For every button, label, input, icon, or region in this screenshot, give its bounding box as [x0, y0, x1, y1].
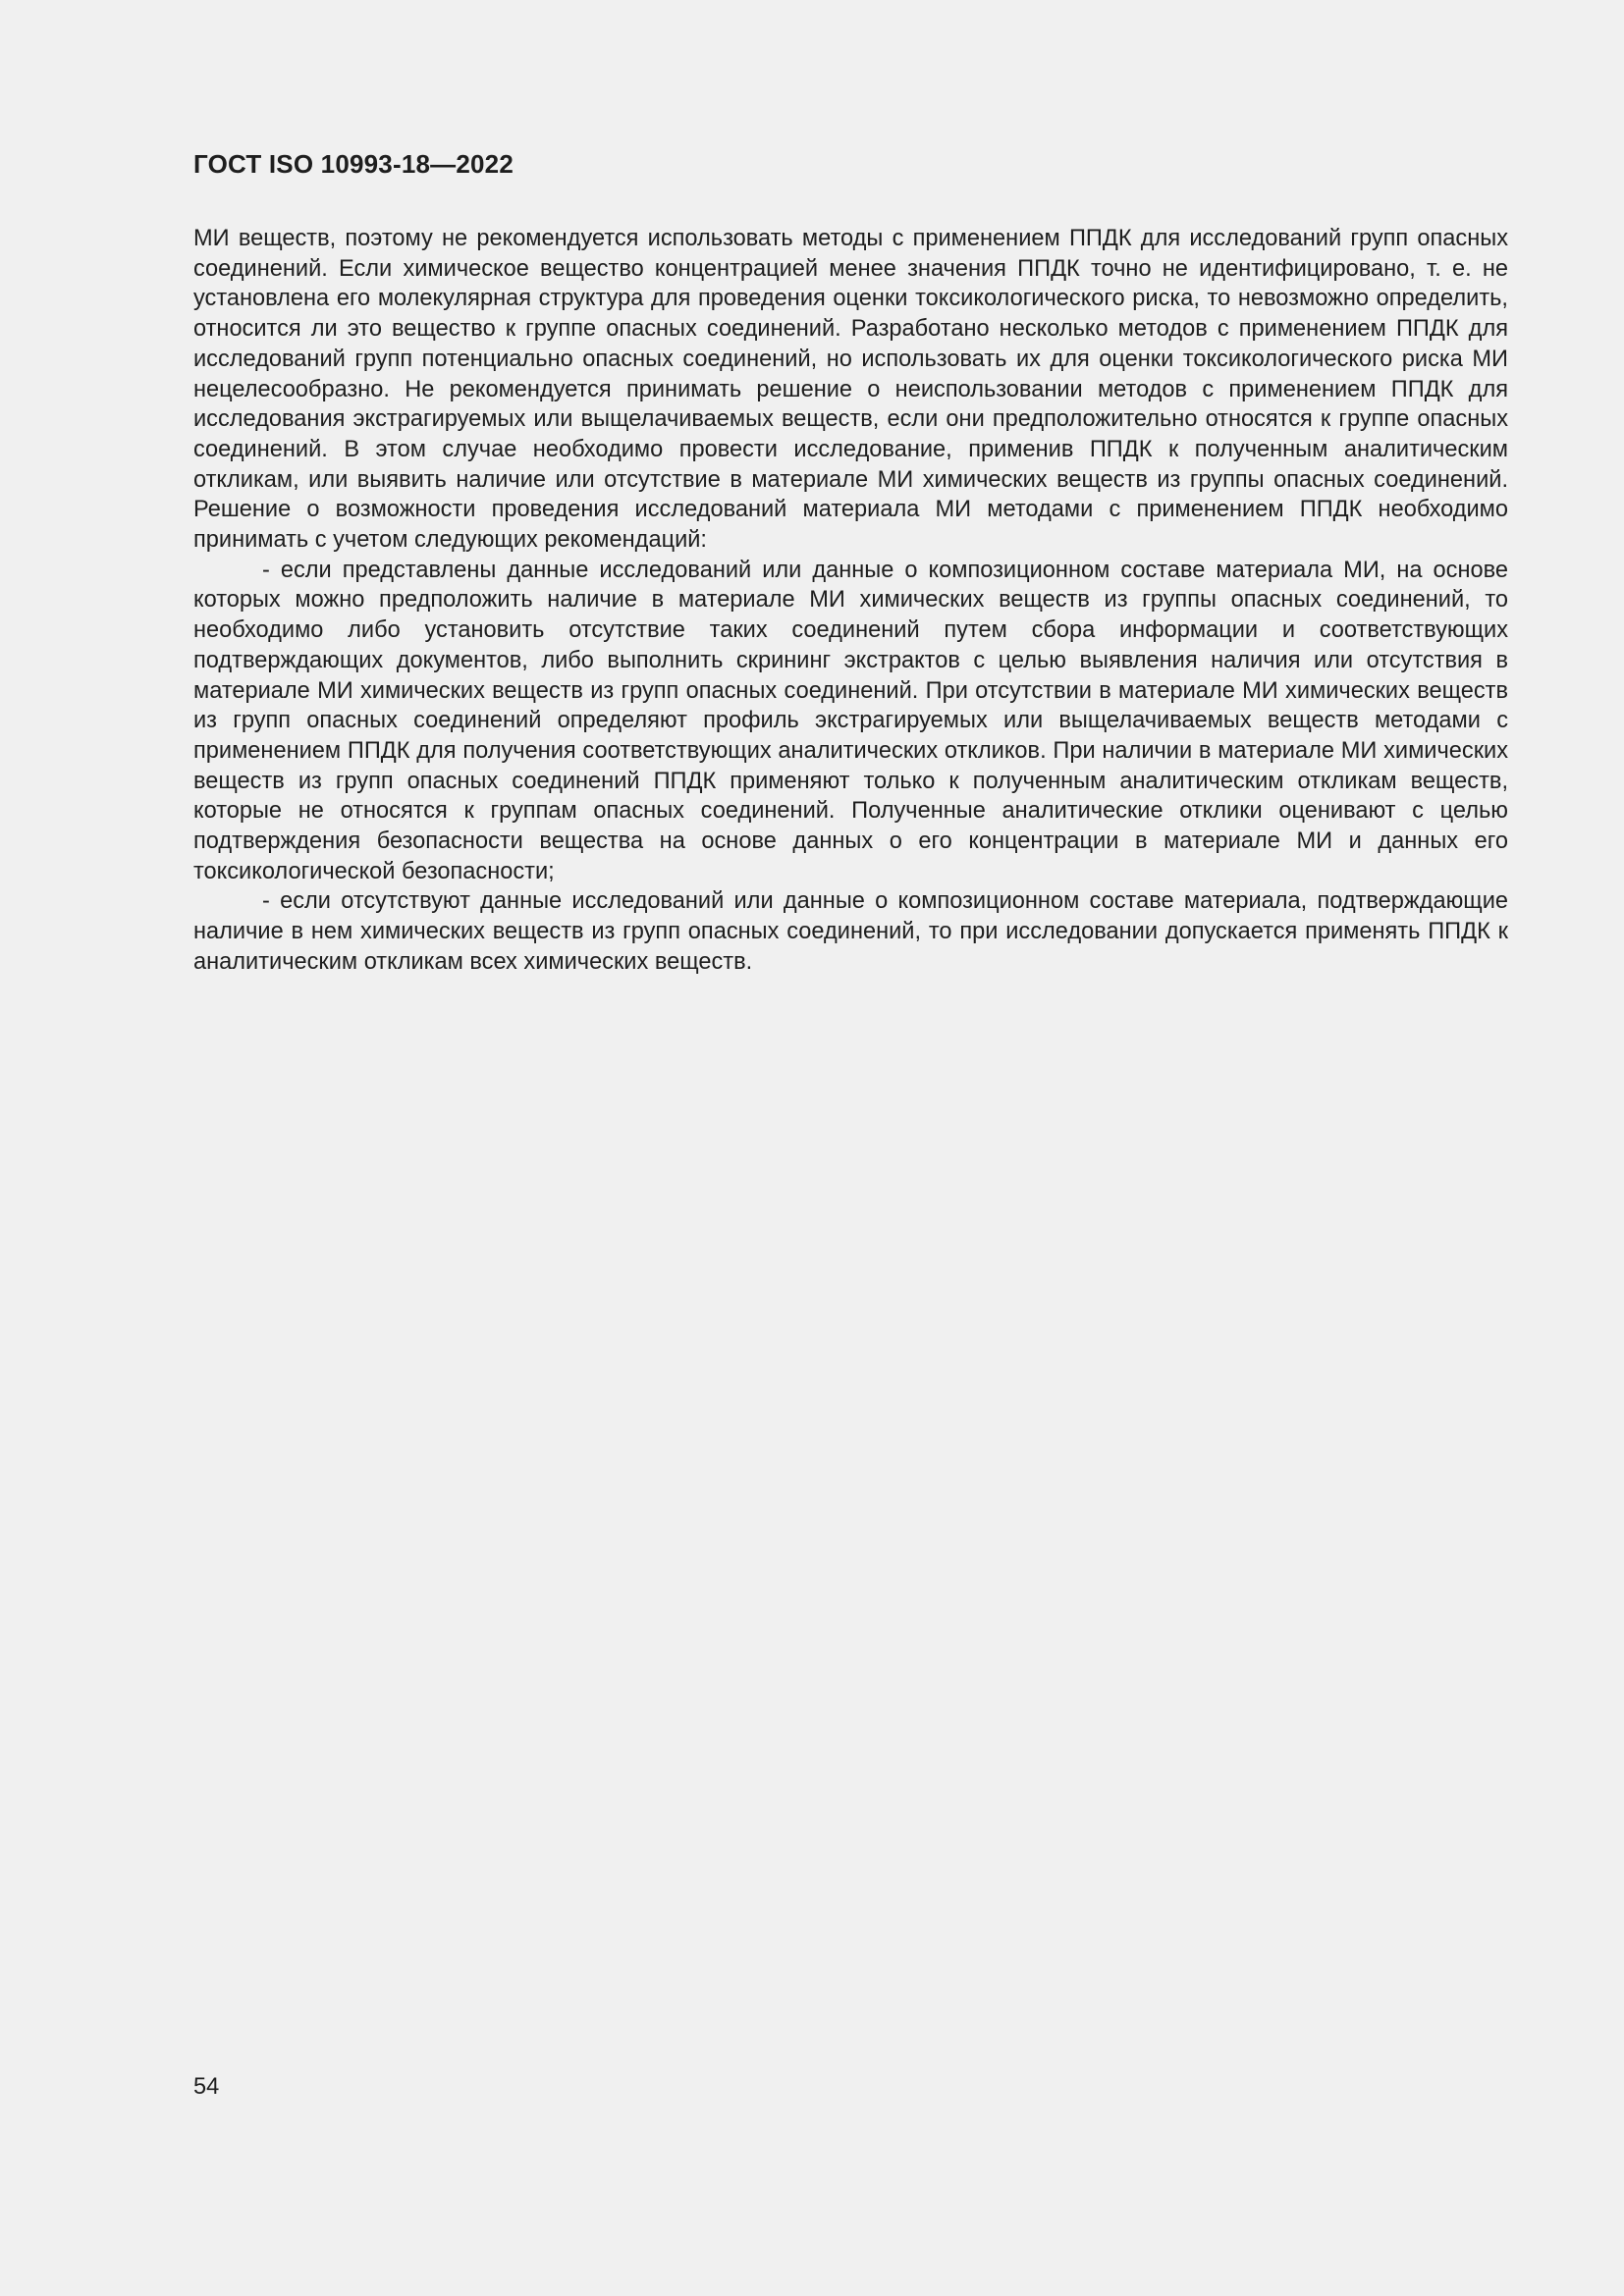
paragraph-intro: МИ веществ, поэтому не рекомендуется использовать методы с применением ППДК для исследований групп опасных соединений. Если химическое вещество концентрацией менее значения ППДК точно не идентифицировано, т. е. не установлена его молекулярная структура для проведения оценки токсикологического риска, то невозможно определить, относится ли это вещество к группе опасных соединений. Разработано несколько методов с применением ППДК для исследований групп потенциально опасных соединений, но использовать их для оценки токсикологического риска МИ нецелесообразно. Не рекомендуется принимать решение о неиспользовании методов с применением ППДК для исследования экстрагируемых или выщелачиваемых веществ, если они предположительно относятся к группе опасных соединений. В этом случае необходимо провести исследование, применив ППДК к полученным аналитическим откликам, или выявить наличие или отсутствие в материале МИ химических веществ из группы опасных соединений. Решение о возможности проведения исследований материала МИ методами с применением ППДК необходимо принимать с учетом следующих рекомендаций: — [193, 226, 1508, 554]
running-header-standard-id: ГОСТ ISO 10993-18—2022 — [193, 149, 514, 179]
list-item-data-absent: - если отсутствуют данные исследований или данные о композиционном составе материала, подтверждающие наличие в нем химических веществ из групп опасных соединений, то при исследовании допускается применять ППДК к аналитическим откликам всех химических веществ. — [193, 888, 1508, 975]
body-text — [193, 224, 1508, 978]
list-item-data-available: - если представлены данные исследований или данные о композиционном составе материала МИ, на основе которых можно предположить наличие в материале МИ химических веществ из группы опасных соединений, то необходимо либо установить отсутствие таких соединений путем сбора информации и соответствующих подтверждающих документов, либо выполнить скрининг экстрактов с целью выявления наличия или отсутствия в материале МИ химических веществ из групп опасных соединений. При отсутствии в материале МИ химических веществ из групп опасных соединений определяют профиль экстрагируемых или выщелачиваемых веществ методами с применением ППДК для получения соответствующих аналитических откликов. При наличии в материале МИ химических веществ из групп опасных соединений ППДК применяют только к полученным аналитическим откликам веществ, которые не относятся к группам опасных соединений. Полученные аналитические отклики оценивают с целью подтверждения безопасности вещества на основе данных о его концентрации в материале МИ и данных его токсикологической безопасности; — [193, 557, 1508, 884]
page-number: 54 — [193, 2074, 220, 2100]
